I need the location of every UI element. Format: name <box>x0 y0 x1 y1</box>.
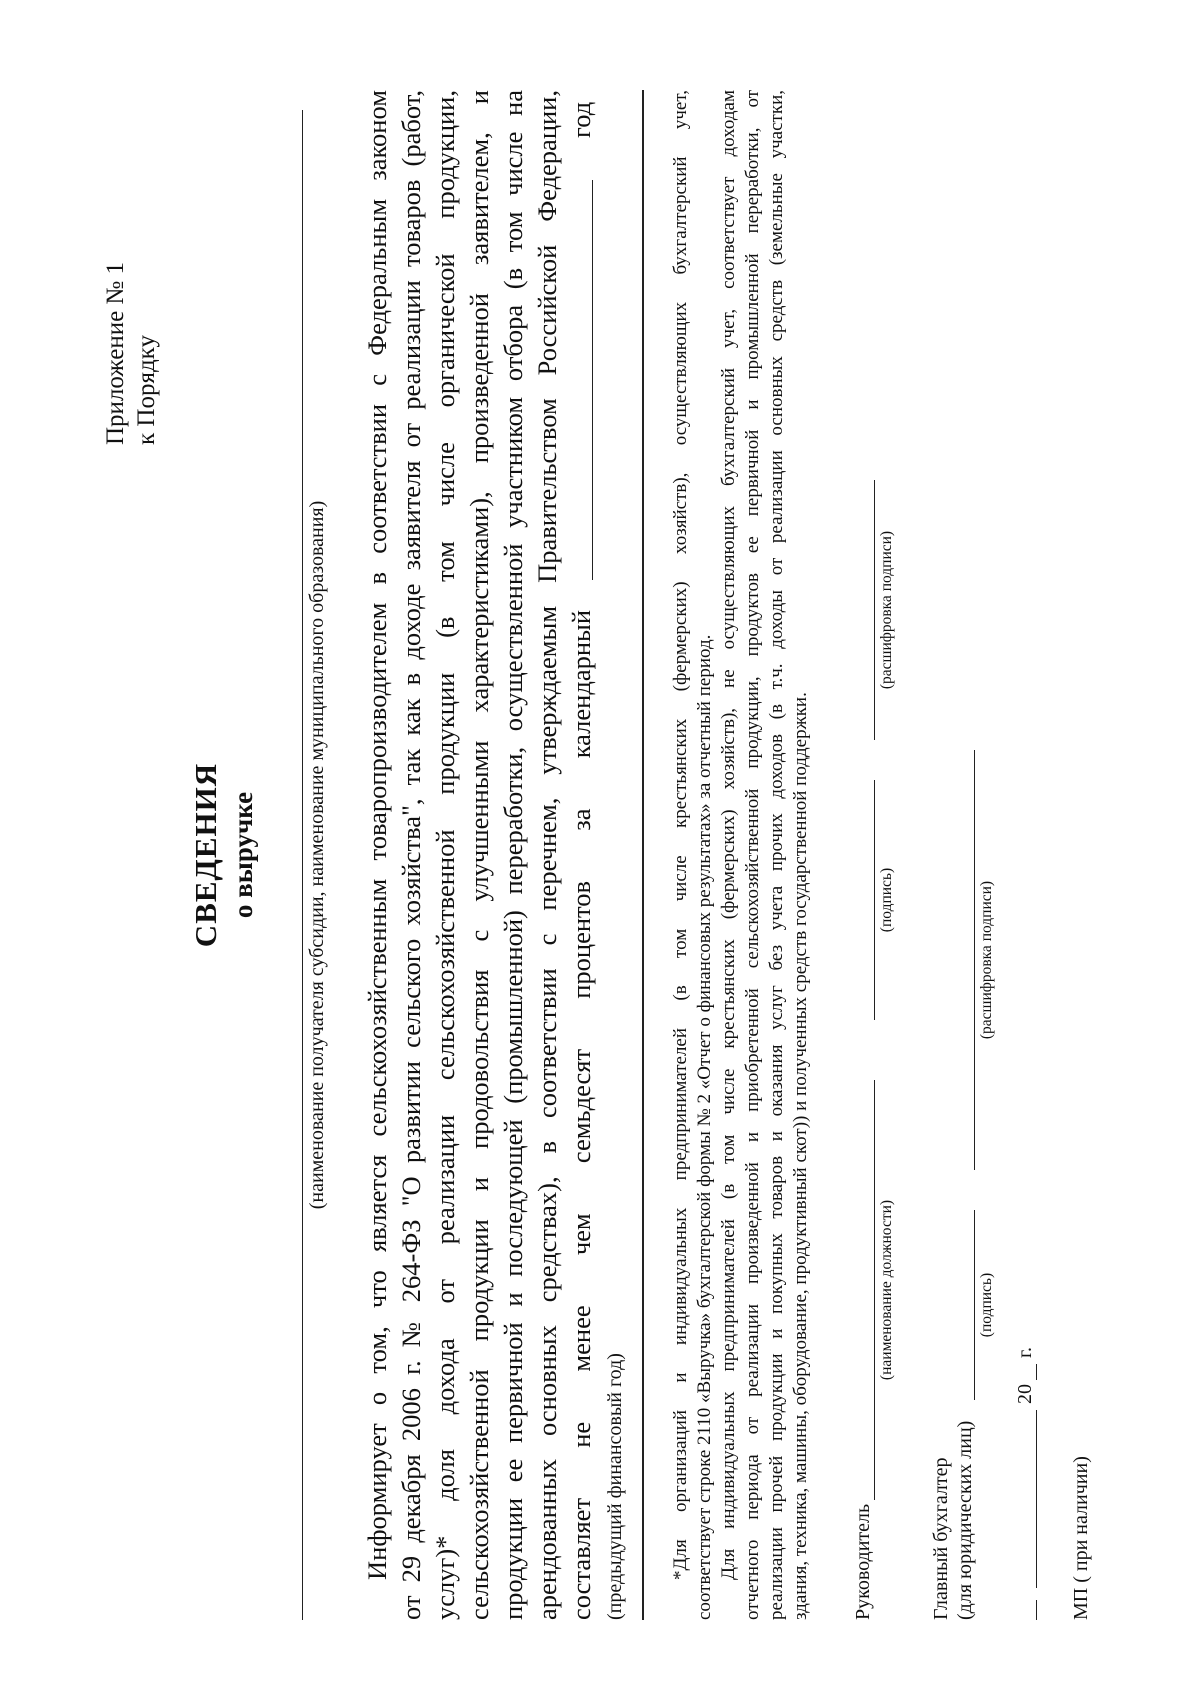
date-year-line <box>1036 1364 1037 1380</box>
footnote-line-1: *Для организаций и индивидуальных предпринимателей (в том числе крестьянских (фермерских) хозяйств), осуществляющих бухгалтерский учет, <box>670 90 691 1580</box>
head-decode-line <box>874 480 875 740</box>
recipient-line <box>302 110 303 1620</box>
accountant-signature-line <box>974 1210 975 1400</box>
body-line-5: продукции ее первичной и последующей (промышленной) переработки, осуществленной участником отбора (в том числе на <box>498 90 528 1620</box>
document-title: СВЕДЕНИЯ <box>188 762 223 948</box>
head-position-caption: (наименование должности) <box>878 1199 895 1381</box>
body-line-1: Информирует о том, что является сельскохозяйственным товаропроизводителем в соответствии с Федеральным законом <box>362 90 392 1580</box>
accountant-decode-line <box>974 750 975 1170</box>
year-blank <box>592 180 593 580</box>
body-line-3: услуг)* доля дохода от реализации сельскохозяйственной продукции (в том числе органической продукции, <box>430 90 460 1620</box>
annex-line-2: к Порядку <box>133 335 160 445</box>
head-decode-caption: (расшифровка подписи) <box>878 530 895 690</box>
head-position-line <box>874 1080 875 1500</box>
footnote-line-6: здания, техника, машины, оборудование, продуктивный скот)) и полученных средств государственной поддержки. <box>790 692 811 1620</box>
separator-line <box>642 90 644 1620</box>
body-line-6: арендованных основных средствах), в соответствии с перечнем, утверждаемым Правительством Российской Федерации, <box>532 90 562 1620</box>
accountant-decode-caption: (расшифровка подписи) <box>978 880 995 1040</box>
head-signature-caption: (подпись) <box>878 867 895 933</box>
body-line-7-year: год <box>566 101 596 138</box>
annex-line-1: Приложение № 1 <box>102 261 129 445</box>
date-month-line <box>1036 1410 1037 1588</box>
body-line-7-text: составляет не менее чем семьдесят процентов за календарный <box>566 610 596 1620</box>
date-day-line <box>1036 1600 1037 1620</box>
footnote-line-2: соответствует строке 2110 «Выручка» бухгалтерской формы № 2 «Отчет о финансовых результатах» за отчетный период. <box>694 634 715 1620</box>
body-line-4: сельскохозяйственной продукции и продовольствия с улучшенными характеристиками), произведенной заявителем, и <box>464 90 494 1620</box>
head-label: Руководитель <box>852 1503 874 1620</box>
date-suffix: г. <box>1014 1347 1036 1358</box>
annex-block <box>100 85 162 445</box>
stamp-label: МП ( при наличии) <box>1070 1456 1092 1620</box>
footnote-line-4: отчетного периода от реализации произведенной и приобретенной сельскохозяйственной продукции, продуктов ее первичной и промышленной переработки, от <box>742 90 763 1620</box>
footnote-line-3: Для индивидуальных предпринимателей (в том числе крестьянских (фермерских) хозяйств), не осуществляющих бухгалтерский учет, соответствует доходам <box>718 90 739 1580</box>
head-signature-line <box>874 780 875 1020</box>
document-page <box>70 70 1130 1640</box>
date-year-prefix: 20 <box>1014 1384 1036 1404</box>
accountant-label: Главный бухгалтер <box>930 1457 952 1620</box>
footnote-line-5: реализации прочей продукции и покупных товаров и оказания услуг без учета прочих доходов (в т.ч. доходы от реализации основных средств (земельные участки, <box>766 90 787 1620</box>
body-line-2: от 29 декабря 2006 г. № 264-ФЗ "О развитии сельского хозяйства", так как в доходе заявителя от реализации товаров (работ, <box>396 90 426 1620</box>
document-subtitle: о выручке <box>228 791 258 919</box>
accountant-sublabel: (для юридических лиц) <box>954 1420 976 1620</box>
accountant-signature-caption: (подпись) <box>978 1272 995 1338</box>
recipient-caption: (наименование получателя субсидии, наименование муниципального образования) <box>306 500 328 1210</box>
financial-year-caption: (предыдущий финансовый год) <box>604 1353 626 1620</box>
